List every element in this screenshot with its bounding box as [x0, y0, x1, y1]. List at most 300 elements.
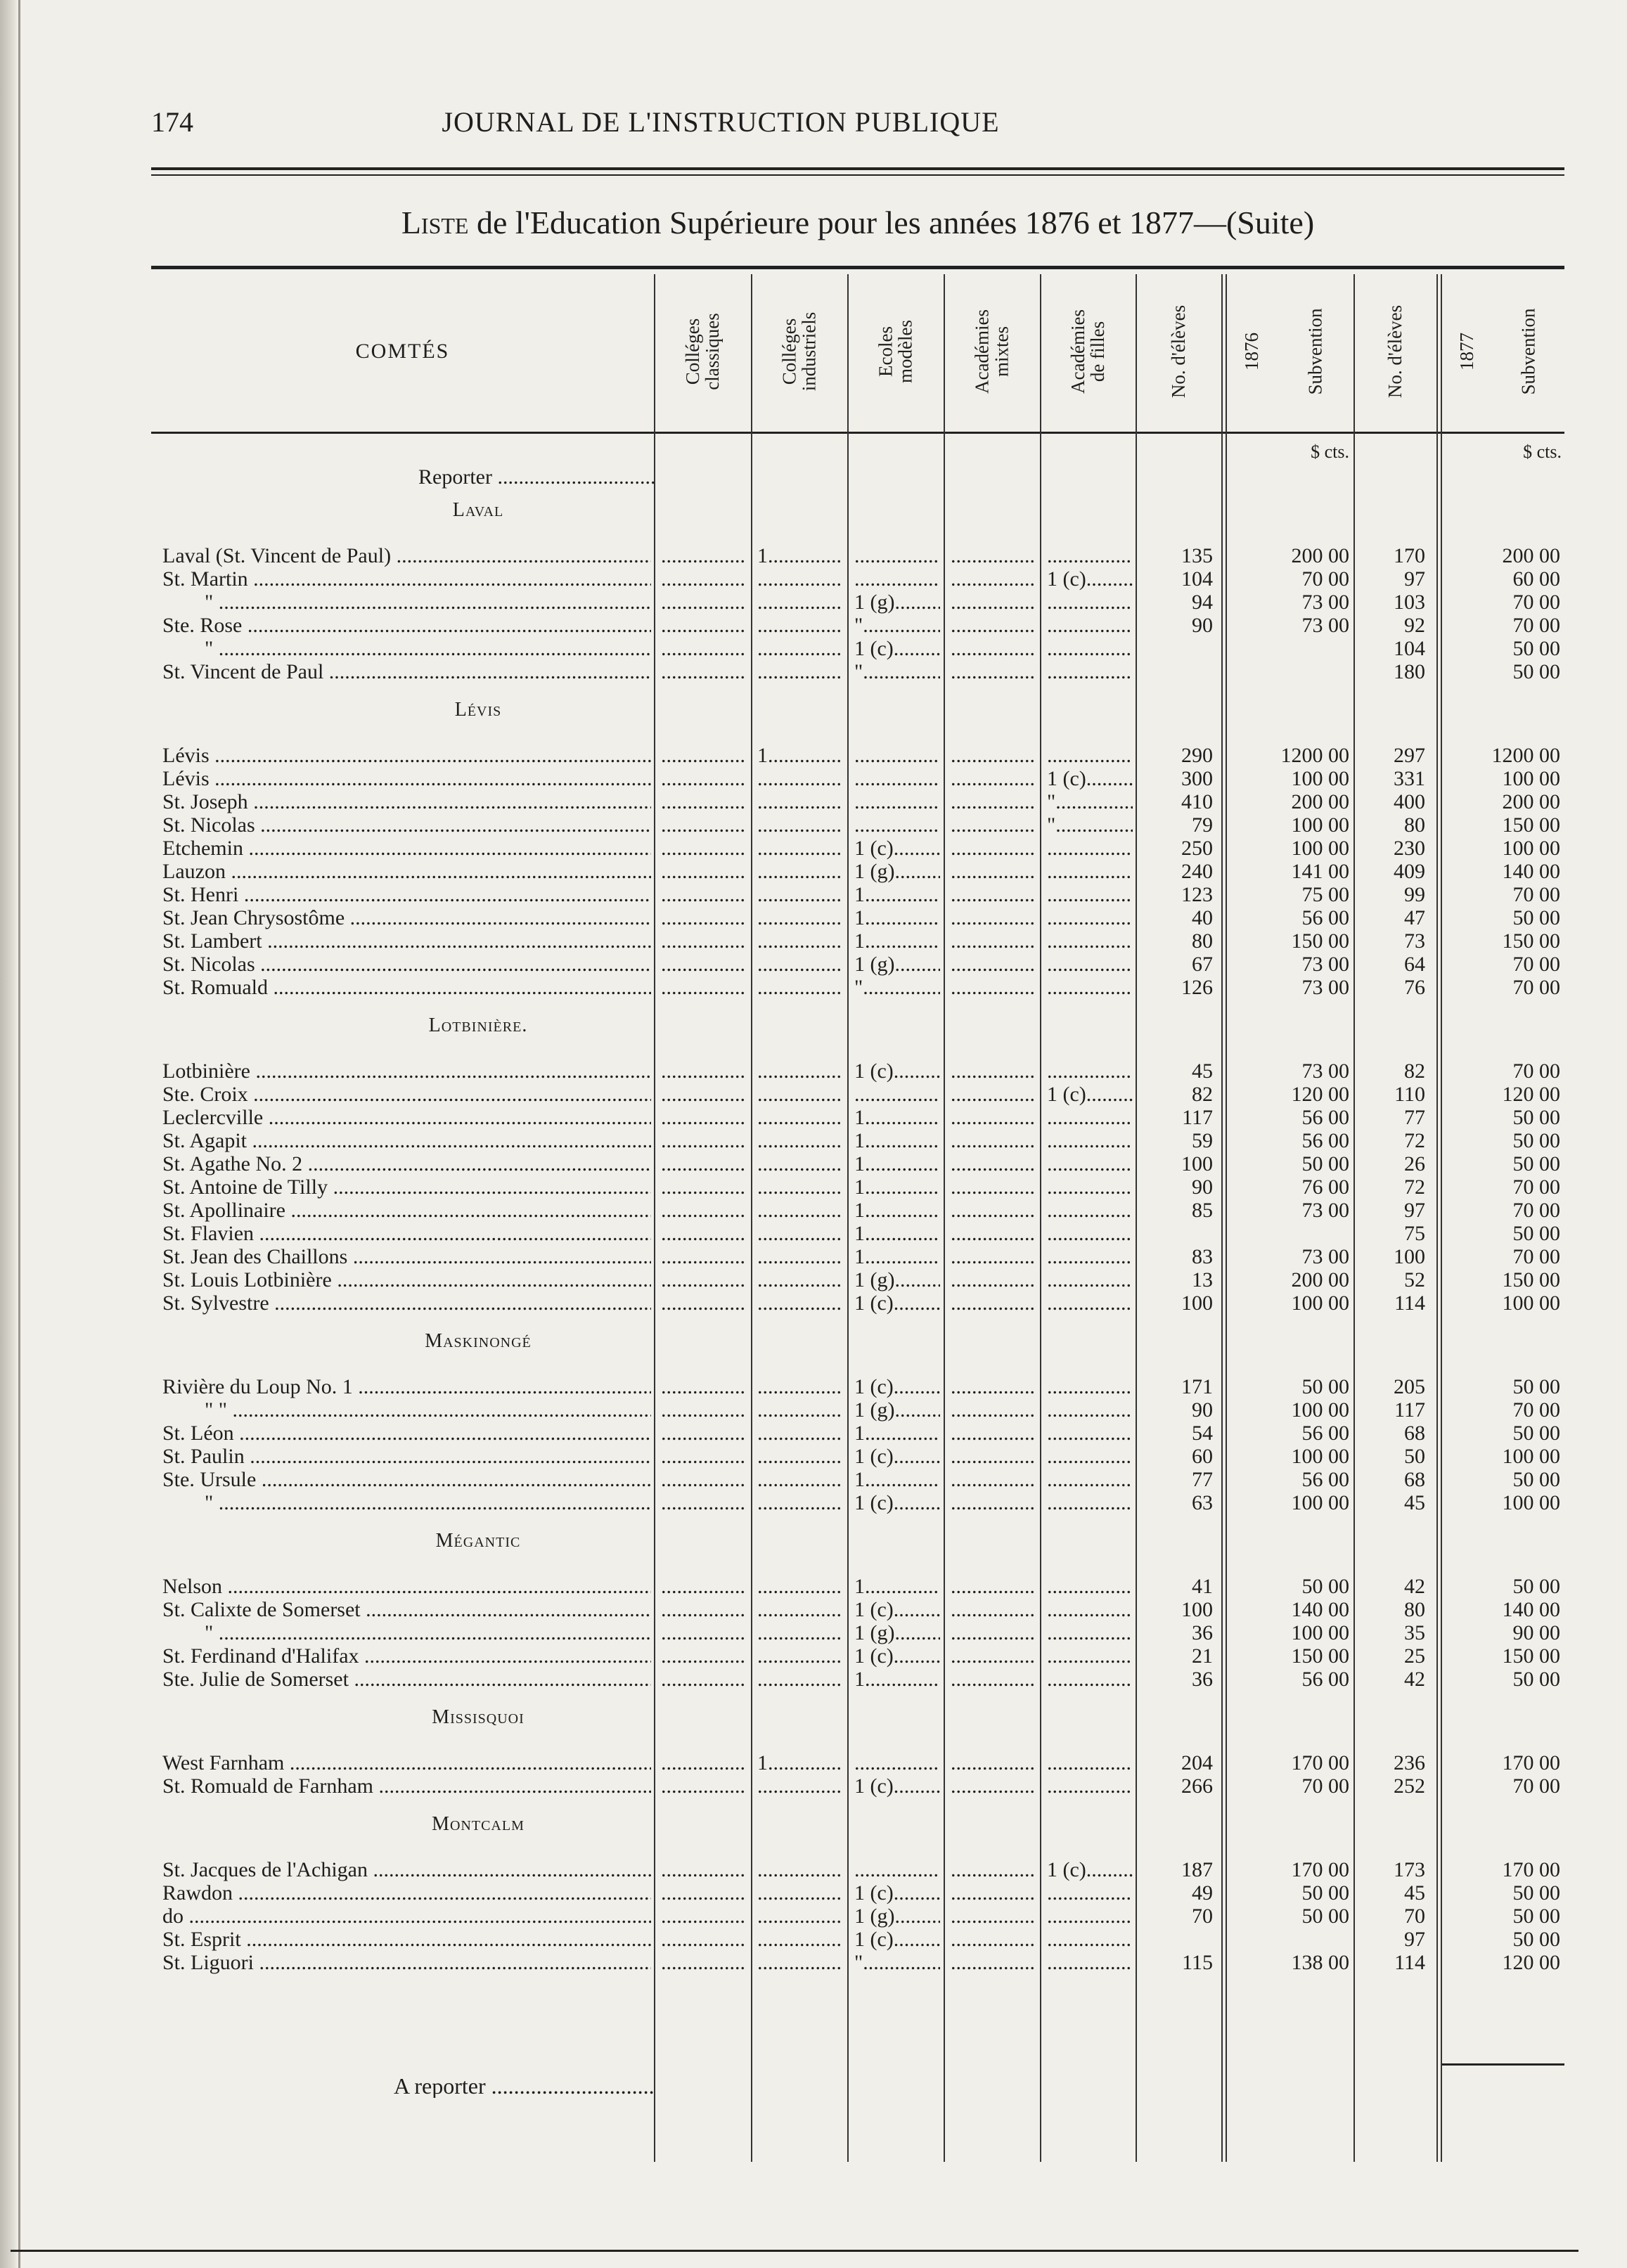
cell-e76: 13 — [1192, 1268, 1213, 1291]
cell-e77: 100 — [1394, 1245, 1425, 1268]
cell-ind — [757, 1951, 843, 1975]
locality-name: St. Vincent de Paul ..... — [162, 660, 651, 684]
cell-empty — [661, 1575, 745, 1599]
locality-name: " ..... — [162, 1621, 651, 1645]
cell-e77: 82 — [1404, 1059, 1425, 1083]
cell-mod: 1 ..... — [854, 1129, 940, 1153]
cell-s76: 75 00 — [1301, 883, 1349, 906]
running-header — [151, 105, 1571, 148]
cell-e76: 94 — [1192, 591, 1213, 614]
cell-ind — [757, 929, 843, 953]
cell-fil: 1 (c) ..... — [1047, 567, 1133, 591]
cell-empty — [951, 860, 1036, 884]
cell-empty — [661, 1106, 745, 1130]
cell-s77: 100 00 — [1502, 837, 1560, 860]
cell-empty — [661, 1199, 745, 1223]
locality-name: St. Jean Chrysostôme ..... — [162, 906, 651, 930]
cell-s76: 56 00 — [1301, 1468, 1349, 1491]
cell-s76: 200 00 — [1291, 790, 1349, 813]
cell-s77: 50 00 — [1512, 1575, 1560, 1598]
cell-e76: 240 — [1181, 860, 1213, 883]
cell-empty — [951, 813, 1036, 837]
cell-s77: 140 00 — [1502, 860, 1560, 883]
cell-empty — [661, 929, 745, 953]
cell-mod: 1 ..... — [854, 1152, 940, 1176]
table-row — [151, 660, 1564, 684]
table-row — [151, 1491, 1564, 1515]
cell-empty — [661, 1668, 745, 1692]
cell-e76: 90 — [1192, 614, 1213, 637]
cell-mod: 1 (g) ..... — [854, 591, 940, 614]
cell-e76: 115 — [1182, 1951, 1213, 1974]
cell-e76: 171 — [1181, 1375, 1213, 1398]
table-row — [151, 813, 1564, 837]
cell-fil — [1047, 1222, 1133, 1246]
cell-e76: 250 — [1181, 837, 1213, 860]
cell-s77: 50 00 — [1512, 1668, 1560, 1691]
cell-empty — [661, 1928, 745, 1952]
cell-s77: 70 00 — [1512, 591, 1560, 614]
cell-empty — [661, 1491, 745, 1515]
cell-ind: 1 ..... — [757, 544, 843, 568]
cell-s76: 100 00 — [1291, 1398, 1349, 1422]
cell-mod — [854, 767, 940, 791]
cell-e77: 25 — [1404, 1644, 1425, 1668]
cell-empty — [951, 1445, 1036, 1469]
cell-fil — [1047, 1291, 1133, 1315]
cell-fil — [1047, 1491, 1133, 1515]
cell-fil — [1047, 1774, 1133, 1798]
cell-s76: 100 00 — [1291, 1445, 1349, 1468]
cell-mod: 1 (c) ..... — [854, 1928, 940, 1952]
cell-mod: " ..... — [854, 660, 940, 684]
locality-name: St. Romuald ..... — [162, 976, 651, 1000]
cell-ind — [757, 813, 843, 837]
cell-e76: 40 — [1192, 906, 1213, 929]
locality-name: Laval (St. Vincent de Paul) ..... — [162, 544, 651, 568]
cell-s76: 141 00 — [1291, 860, 1349, 883]
locality-name: St. Louis Lotbinière ..... — [162, 1268, 651, 1292]
cell-s76: 70 00 — [1301, 1774, 1349, 1798]
cell-e76: 79 — [1192, 813, 1213, 837]
cell-empty — [661, 1881, 745, 1905]
cell-e77: 205 — [1394, 1375, 1425, 1398]
cell-empty — [951, 1291, 1036, 1315]
cell-empty — [661, 767, 745, 791]
cell-fil: 1 (c) ..... — [1047, 1858, 1133, 1882]
cell-e77: 173 — [1394, 1858, 1425, 1881]
cell-empty — [951, 1858, 1036, 1882]
cell-s77: 50 00 — [1512, 1905, 1560, 1928]
cell-s76: 100 00 — [1291, 767, 1349, 790]
cell-empty — [951, 1268, 1036, 1292]
cell-mod — [854, 813, 940, 837]
cell-ind — [757, 1621, 843, 1645]
cell-ind — [757, 1291, 843, 1315]
unit-label-1876: $ cts. — [1311, 442, 1349, 462]
cell-mod: 1 (g) ..... — [854, 953, 940, 977]
cell-empty — [951, 1375, 1036, 1399]
cell-e76: 290 — [1181, 744, 1213, 767]
table-row — [151, 1398, 1564, 1422]
cell-empty — [951, 614, 1036, 638]
cell-mod — [854, 744, 940, 768]
cell-mod: 1 (g) ..... — [854, 860, 940, 884]
cell-fil — [1047, 1928, 1133, 1952]
locality-name: Lévis ..... — [162, 767, 651, 791]
cell-e77: 50 — [1404, 1445, 1425, 1468]
cell-e77: 42 — [1404, 1668, 1425, 1691]
cell-s77: 120 00 — [1502, 1951, 1560, 1974]
cell-e77: 77 — [1404, 1106, 1425, 1129]
cell-fil — [1047, 976, 1133, 1000]
cell-e77: 104 — [1394, 637, 1425, 660]
cell-empty — [661, 1751, 745, 1775]
cell-empty — [661, 1621, 745, 1645]
cell-ind — [757, 1175, 843, 1199]
cell-s76: 76 00 — [1301, 1175, 1349, 1199]
column-header-eleves-1877: No. d'élèves — [1384, 304, 1406, 399]
cell-ind: 1 ..... — [757, 744, 843, 768]
locality-name: " ..... — [162, 591, 651, 614]
cell-empty — [951, 1668, 1036, 1692]
cell-s76: 100 00 — [1291, 1621, 1349, 1644]
cell-ind — [757, 883, 843, 907]
cell-e77: 76 — [1404, 976, 1425, 999]
cell-mod: 1 (c) ..... — [854, 1774, 940, 1798]
cell-mod: " ..... — [854, 614, 940, 638]
cell-e76: 21 — [1192, 1644, 1213, 1668]
cell-ind — [757, 1905, 843, 1928]
cell-ind — [757, 953, 843, 977]
cell-empty — [951, 1106, 1036, 1130]
cell-s77: 70 00 — [1512, 1175, 1560, 1199]
cell-e77: 52 — [1404, 1268, 1425, 1291]
cell-empty — [951, 1199, 1036, 1223]
table-row — [151, 1881, 1564, 1905]
county-heading: Montcalm — [432, 1813, 525, 1835]
cell-ind — [757, 660, 843, 684]
cell-fil — [1047, 744, 1133, 768]
cell-e77: 110 — [1394, 1083, 1425, 1106]
cell-fil — [1047, 1881, 1133, 1905]
column-header-ecoles-modeles: Ecoles modèles — [875, 320, 916, 383]
cell-s76: 170 00 — [1291, 1751, 1349, 1774]
cell-empty — [951, 1398, 1036, 1422]
table-row — [151, 1598, 1564, 1622]
cell-empty — [661, 1598, 745, 1622]
cell-s77: 70 00 — [1512, 1199, 1560, 1222]
cell-mod: 1 ..... — [854, 906, 940, 930]
locality-name: Lotbinière ..... — [162, 1059, 651, 1083]
cell-ind — [757, 1598, 843, 1622]
county-heading: Maskinongé — [425, 1330, 532, 1352]
cell-fil — [1047, 1445, 1133, 1469]
cell-s76: 73 00 — [1301, 1199, 1349, 1222]
cell-s76: 100 00 — [1291, 1491, 1349, 1514]
cell-empty — [951, 976, 1036, 1000]
reporter-label: Reporter ..... — [418, 465, 654, 489]
locality-name: St. Martin ..... — [162, 567, 651, 591]
cell-s77: 70 00 — [1512, 1398, 1560, 1422]
cell-e76: 45 — [1192, 1059, 1213, 1083]
cell-empty — [951, 1129, 1036, 1153]
cell-s77: 60 00 — [1512, 567, 1560, 591]
cell-e76: 135 — [1181, 544, 1213, 567]
cell-e77: 114 — [1394, 1951, 1425, 1974]
cell-ind — [757, 1422, 843, 1445]
cell-ind — [757, 1268, 843, 1292]
book-binding-edge — [0, 0, 20, 2268]
header-rule-thin — [151, 174, 1564, 176]
table-row — [151, 1199, 1564, 1223]
cell-e76: 410 — [1181, 790, 1213, 813]
cell-empty — [951, 1621, 1036, 1645]
cell-empty — [661, 790, 745, 814]
column-header-academies-filles: Académies de filles — [1067, 309, 1108, 394]
cell-e77: 72 — [1404, 1129, 1425, 1152]
table-row — [151, 1083, 1564, 1107]
cell-fil — [1047, 1668, 1133, 1692]
cell-ind — [757, 1199, 843, 1223]
cell-mod: 1 ..... — [854, 1468, 940, 1492]
cell-mod — [854, 1083, 940, 1107]
cell-s77: 170 00 — [1502, 1858, 1560, 1881]
cell-e76: 41 — [1192, 1575, 1213, 1598]
locality-name: St. Liguori ..... — [162, 1951, 651, 1975]
cell-s77: 50 00 — [1512, 1152, 1560, 1175]
cell-e77: 70 — [1404, 1905, 1425, 1928]
cell-fil — [1047, 860, 1133, 884]
locality-name: St. Léon ..... — [162, 1422, 651, 1445]
cell-mod: 1 (c) ..... — [854, 637, 940, 661]
cell-empty — [661, 976, 745, 1000]
locality-name: St. Flavien ..... — [162, 1222, 651, 1246]
locality-name: Etchemin ..... — [162, 837, 651, 861]
table-row — [151, 1291, 1564, 1315]
cell-empty — [951, 660, 1036, 684]
column-header-academies-mixtes: Académies mixtes — [971, 309, 1012, 394]
cell-s77: 70 00 — [1512, 1059, 1560, 1083]
cell-s76: 56 00 — [1301, 1129, 1349, 1152]
cell-ind — [757, 767, 843, 791]
table-row — [151, 567, 1564, 591]
table-row — [151, 591, 1564, 614]
cell-ind — [757, 1491, 843, 1515]
cell-empty — [951, 567, 1036, 591]
locality-name: St. Jean des Chaillons ..... — [162, 1245, 651, 1269]
cell-e77: 80 — [1404, 1598, 1425, 1621]
cell-mod: 1 (c) ..... — [854, 1445, 940, 1469]
locality-name: West Farnham ..... — [162, 1751, 651, 1775]
cell-e77: 64 — [1404, 953, 1425, 976]
cell-fil — [1047, 883, 1133, 907]
cell-s77: 150 00 — [1502, 1268, 1560, 1291]
cell-mod: 1 ..... — [854, 1199, 940, 1223]
cell-e76: 82 — [1192, 1083, 1213, 1106]
cell-e77: 68 — [1404, 1422, 1425, 1445]
cell-s77: 50 00 — [1512, 1422, 1560, 1445]
cell-s77: 50 00 — [1512, 1129, 1560, 1152]
cell-fil — [1047, 660, 1133, 684]
locality-name: St. Lambert ..... — [162, 929, 651, 953]
cell-empty — [661, 1398, 745, 1422]
locality-name: do ..... — [162, 1905, 651, 1928]
cell-s76: 100 00 — [1291, 1291, 1349, 1315]
cell-ind — [757, 1644, 843, 1668]
cell-empty — [951, 1059, 1036, 1083]
locality-name: St. Calixte de Somerset ..... — [162, 1598, 651, 1622]
table-row — [151, 1375, 1564, 1399]
cell-e76: 36 — [1192, 1668, 1213, 1691]
table-row — [151, 1152, 1564, 1176]
cell-mod: 1 ..... — [854, 1668, 940, 1692]
cell-fil — [1047, 1575, 1133, 1599]
county-heading: Mégantic — [435, 1530, 521, 1552]
cell-e77: 35 — [1404, 1621, 1425, 1644]
cell-s76: 56 00 — [1301, 1106, 1349, 1129]
cell-ind — [757, 1245, 843, 1269]
locality-name: " " ..... — [162, 1398, 651, 1422]
locality-name: " ..... — [162, 637, 651, 661]
cell-e77: 75 — [1404, 1222, 1425, 1245]
cell-empty — [951, 544, 1036, 568]
cell-s76: 56 00 — [1301, 1422, 1349, 1445]
cell-fil — [1047, 1905, 1133, 1928]
cell-ind — [757, 1152, 843, 1176]
cell-empty — [661, 1774, 745, 1798]
cell-mod: 1 (c) ..... — [854, 1491, 940, 1515]
cell-mod: 1 (g) ..... — [854, 1268, 940, 1292]
locality-name: St. Ferdinand d'Halifax ..... — [162, 1644, 651, 1668]
cell-e76: 187 — [1181, 1858, 1213, 1881]
cell-s77: 70 00 — [1512, 1774, 1560, 1798]
cell-e76: 54 — [1192, 1422, 1213, 1445]
cell-mod: 1 (c) ..... — [854, 837, 940, 861]
column-header-colleges-industriels: Colléges industriels — [778, 311, 820, 392]
cell-s77: 100 00 — [1502, 1445, 1560, 1468]
county-heading: Lotbinière. — [428, 1014, 528, 1036]
cell-e77: 45 — [1404, 1491, 1425, 1514]
table-row — [151, 790, 1564, 814]
locality-name: Ste. Ursule ..... — [162, 1468, 651, 1492]
cell-mod: 1 ..... — [854, 883, 940, 907]
cell-s76: 138 00 — [1291, 1951, 1349, 1974]
cell-empty — [951, 1245, 1036, 1269]
cell-e77: 97 — [1404, 1199, 1425, 1222]
locality-name: Rivière du Loup No. 1 ..... — [162, 1375, 651, 1399]
table-row — [151, 1668, 1564, 1692]
cell-e76: 67 — [1192, 953, 1213, 976]
cell-s76: 200 00 — [1291, 544, 1349, 567]
document-page — [151, 0, 1571, 2268]
table-row — [151, 1175, 1564, 1199]
cell-s76: 50 00 — [1301, 1905, 1349, 1928]
cell-s77: 1200 00 — [1491, 744, 1560, 767]
county-heading: Lévis — [454, 699, 502, 721]
cell-empty — [661, 1445, 745, 1469]
table-row — [151, 1951, 1564, 1975]
cell-empty — [661, 660, 745, 684]
locality-name: Ste. Croix ..... — [162, 1083, 651, 1107]
cell-s77: 200 00 — [1502, 544, 1560, 567]
table-title-lead: Liste — [401, 205, 469, 240]
table-title — [151, 204, 1564, 241]
cell-empty — [951, 1575, 1036, 1599]
cell-fil: 1 (c) ..... — [1047, 1083, 1133, 1107]
cell-e77: 117 — [1394, 1398, 1425, 1422]
cell-s76: 70 00 — [1301, 567, 1349, 591]
column-header-year-1876: 1876 — [1241, 333, 1262, 371]
cell-ind — [757, 1881, 843, 1905]
county-heading: Missisquoi — [432, 1706, 525, 1728]
locality-name: St. Romuald de Farnham ..... — [162, 1774, 651, 1798]
cell-fil — [1047, 1398, 1133, 1422]
cell-empty — [661, 1951, 745, 1975]
cell-empty — [661, 1083, 745, 1107]
cell-ind — [757, 1059, 843, 1083]
table-top-rule — [151, 266, 1564, 269]
table-row — [151, 767, 1564, 791]
table-row — [151, 860, 1564, 884]
cell-fil — [1047, 1598, 1133, 1622]
cell-ind — [757, 567, 843, 591]
cell-e76: 83 — [1192, 1245, 1213, 1268]
cell-mod: 1 (c) ..... — [854, 1059, 940, 1083]
cell-s77: 50 00 — [1512, 660, 1560, 683]
cell-s77: 50 00 — [1512, 1468, 1560, 1491]
cell-ind — [757, 1375, 843, 1399]
cell-s76: 50 00 — [1301, 1375, 1349, 1398]
cell-e77: 99 — [1404, 883, 1425, 906]
locality-name: Nelson ..... — [162, 1575, 651, 1599]
cell-empty — [951, 1598, 1036, 1622]
cell-s76: 150 00 — [1291, 929, 1349, 953]
cell-ind — [757, 1222, 843, 1246]
locality-name: Ste. Julie de Somerset ..... — [162, 1668, 651, 1692]
cell-fil: " ..... — [1047, 790, 1133, 814]
cell-mod: 1 (g) ..... — [854, 1398, 940, 1422]
cell-empty — [661, 1422, 745, 1445]
cell-s77: 70 00 — [1512, 976, 1560, 999]
column-header-subvention-1876: Subvention — [1304, 308, 1326, 395]
cell-e77: 170 — [1394, 544, 1425, 567]
a-reporter-label: A reporter ..... — [394, 2074, 654, 2098]
cell-s77: 50 00 — [1512, 1881, 1560, 1905]
table-row — [151, 1245, 1564, 1269]
column-header-colleges-classiques: Colléges classiques — [682, 313, 723, 390]
table-row — [151, 1468, 1564, 1492]
cell-empty — [951, 953, 1036, 977]
cell-ind — [757, 591, 843, 614]
cell-s76: 73 00 — [1301, 976, 1349, 999]
page-bottom-rule — [11, 2250, 1578, 2252]
cell-fil — [1047, 1268, 1133, 1292]
cell-ind — [757, 1858, 843, 1882]
column-header-comtes: COMTÉS — [355, 340, 450, 363]
cell-empty — [951, 1222, 1036, 1246]
cell-fil — [1047, 1199, 1133, 1223]
cell-empty — [951, 591, 1036, 614]
cell-e76: 104 — [1181, 567, 1213, 591]
cell-s77: 90 00 — [1512, 1621, 1560, 1644]
cell-mod: 1 (c) ..... — [854, 1598, 940, 1622]
cell-fil — [1047, 1422, 1133, 1445]
table-row — [151, 1858, 1564, 1882]
locality-name: St. Apollinaire ..... — [162, 1199, 651, 1223]
cell-s77: 140 00 — [1502, 1598, 1560, 1621]
cell-empty — [661, 953, 745, 977]
